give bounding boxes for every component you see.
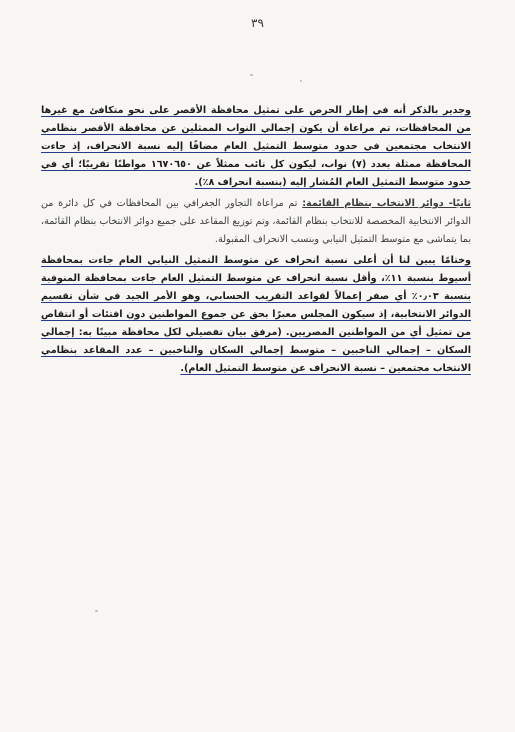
page-number: ٣٩	[251, 16, 264, 30]
section-text-list-districts: تم مراعاة التجاور الجغرافي بين المحافظات في كل دائرة من الدوائر الانتخابية المخصصة للانتخاب بنظام القائمة، وتم توزيع المقاعد على جميع دوائر الانتخاب بنظام القائمة، بما يتماشى مع متوسط التمثيل النيابي وبنسب الانحراف المقبولة.	[41, 198, 471, 245]
paragraph-luxor: وجدير بالذكر أنه في إطار الحرص على تمثيل محافظة الأقصر على نحو متكافئ مع غيرها من المحافظات، تم مراعاة أن يكون إجمالي النواب الممثلين عن محافظة الأقصر بنظامي الانتخاب مجتمعين في حدود متوسط التمثيل العام مضافًا إليه نسبة الانحراف، إذ جاءت المحافظة ممثلة بعدد (٧) نواب، ليكون كل نائب ممثلاً عن ١٦٧٠٦٥٠ مواطنًا تقريبًا؛ أي في حدود متوسط التمثيل العام المُشار إليه (بنسبة انحراف ٨٪).	[41, 105, 471, 188]
document-body	[41, 102, 471, 381]
scan-speck	[250, 74, 253, 76]
paragraph-list-districts	[41, 195, 471, 249]
paragraph-conclusion: وختامًا يبين لنا أن أعلى نسبة انحراف عن متوسط التمثيل النيابي العام جاءت بمحافظة أسيوط بنسبة ١١٪، وأقل نسبة انحراف عن متوسط التمثيل العام جاءت بمحافظة المنوفية بنسبة ٠٫٠٣٪ أي صفر إعمالاً لقواعد التقريب الحسابي، وهو الأمر الجيد في شأن تقسيم الدوائر الانتخابية، إذ سيكون المجلس معبرًا بحق عن جموع المواطنين دون افتئات أو انتقاص من تمثيل أي من المواطنين المصريين. (مرفق بيان تفصيلي لكل محافظة مبينًا به: إجمالي السكان – إجمالي الناخبين – متوسط إجمالي السكان والناخبين – عدد المقاعد بنظامي الانتخاب مجتمعين – نسبة الانحراف عن متوسط التمثيل العام).	[41, 255, 471, 374]
scan-speck	[300, 80, 302, 82]
scan-speck	[95, 610, 98, 612]
section-label-list-districts: ثانيًا- دوائر الانتخاب بنظام القائمة:	[302, 198, 472, 209]
